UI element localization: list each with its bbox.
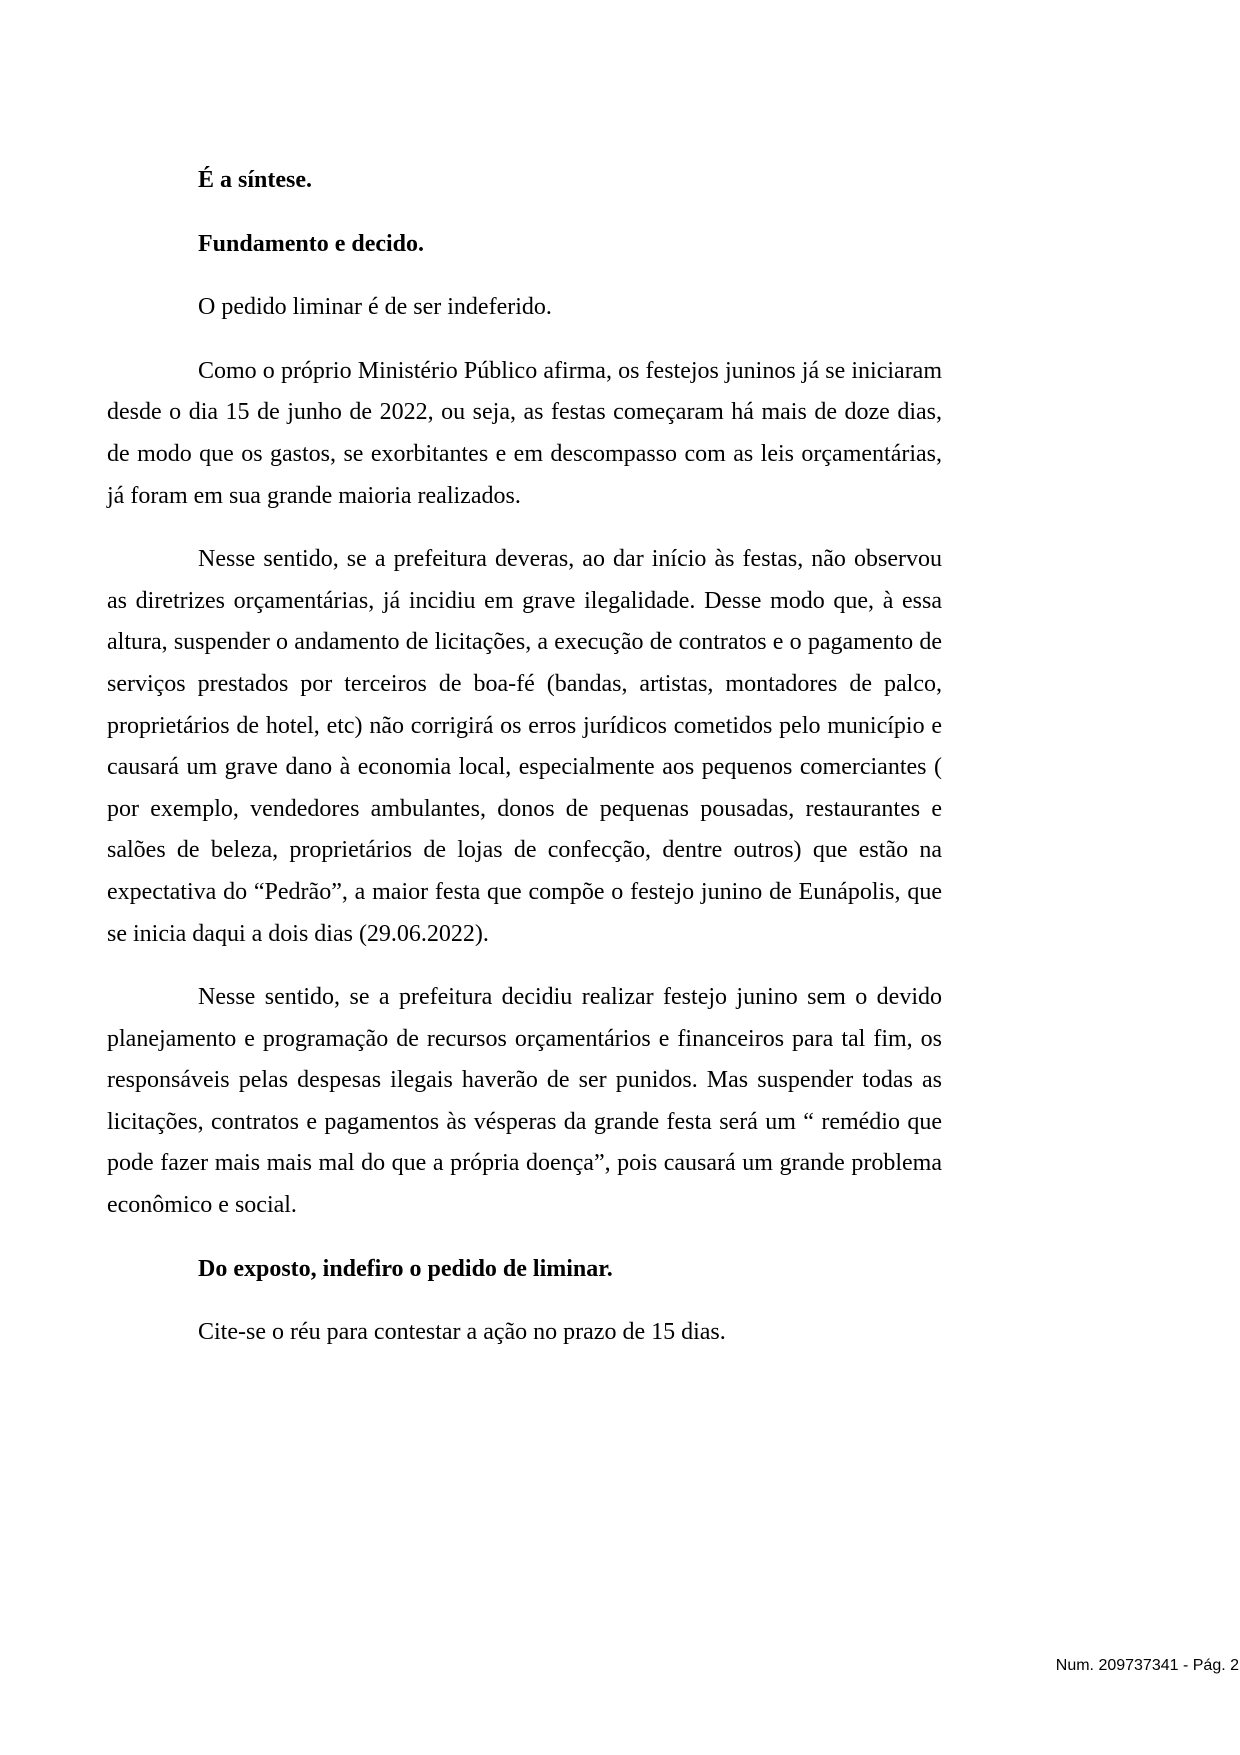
heading-synthesis: É a síntese. xyxy=(198,167,312,193)
paragraph-decision: Do exposto, indefiro o pedido de liminar. xyxy=(198,1255,613,1282)
paragraph-festivities-started: Como o próprio Ministério Público afirma, os festejos juninos já se iniciaram desde o dia 15 de junho de 2022, ou seja, as festas começaram há mais de doze dias, de modo que os gastos, se exorbitantes e em descompasso com as leis orçamentárias, já foram em sua grande maioria realizados. xyxy=(107,357,942,509)
paragraph-economic-damage: Nesse sentido, se a prefeitura deveras, ao dar início às festas, não observou as diretrizes orçamentárias, já incidiu em grave ilegalidade. Desse modo que, à essa altura, suspender o andamento de licitações, a execução de contratos e o pagamento de serviços prestados por terceiros de boa-fé (bandas, artistas, montadores de palco, proprietários de hotel, etc) não corrigirá os erros jurídicos cometidos pelo município e causará um grave dano à economia local, especialmente aos pequenos comerciantes ( por exemplo, vendedores ambulantes, donos de pequenas pousadas, restaurantes e salões de beleza, proprietários de lojas de confecção, dentre outros) que estão na expectativa do “Pedrão”, a maior festa que compõe o festejo junino de Eunápolis, que se inicia daqui a dois dias (29.06.2022). xyxy=(107,546,942,947)
paragraph-summons: Cite-se o réu para contestar a ação no prazo de 15 dias. xyxy=(198,1319,726,1346)
page-number-footer: Num. 209737341 - Pág. 2 xyxy=(1055,1657,1239,1674)
heading-grounds: Fundamento e decido. xyxy=(198,230,425,257)
paragraph-responsibility: Nesse sentido, se a prefeitura decidiu realizar festejo junino sem o devido planejamento e programação de recursos orçamentários e financeiros para tal fim, os responsáveis pelas despesas ilegais haverão de ser punidos. Mas suspender todas as licitações, contratos e pagamentos às vésperas da grande festa será um “ remédio que pode fazer mais mais mal do que a própria doença”, pois causará um grande problema econômico e social. xyxy=(107,984,942,1219)
paragraph-ruling: O pedido liminar é de ser indeferido. xyxy=(198,294,552,321)
document-page xyxy=(107,160,942,1354)
